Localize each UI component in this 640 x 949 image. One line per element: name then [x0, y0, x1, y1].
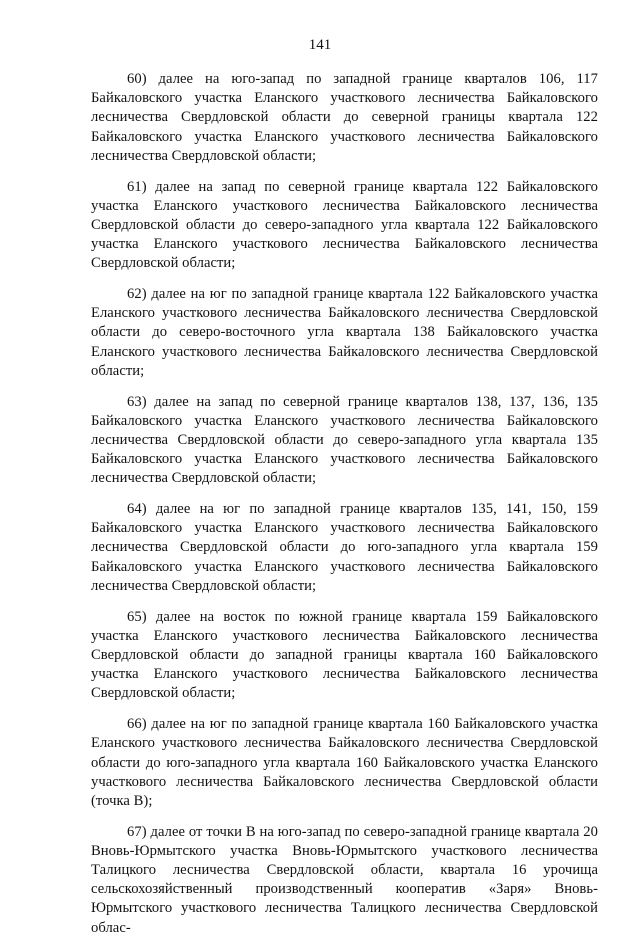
paragraph-66: 66) далее на юг по западной границе квартала 160 Байкаловского участка Еланского участкового лесничества Байкаловского лесничества Свердловской области до юго-западного угла квартала 160 Байкаловского участка Еланского участкового лесничества Байкаловского лесничества Свердловской области (точка В); [91, 716, 598, 809]
paragraph-64: 64) далее на юг по западной границе кварталов 135, 141, 150, 159 Байкаловского участка Еланского участкового лесничества Байкаловского лесничества Свердловской области до юго-западного угла квартала 159 Байкаловского участка Еланского участкового лесничества Байкаловского лесничества Свердловской области; [91, 501, 598, 594]
paragraph-67: 67) далее от точки В на юго-запад по северо-западной границе квартала 20 Вновь-Юрмытского участка Вновь-Юрмытского участкового лесничества Талицкого лесничества Свердловской области, квартала 16 урочища сельскохозяйственный производственный кооператив «Заря» Вновь-Юрмытского участкового лесничества Талицкого лесничества Свердловской облас- [91, 823, 598, 936]
paragraph-62: 62) далее на юг по западной границе квартала 122 Байкаловского участка Еланского участкового лесничества Байкаловского лесничества Свердловской области до северо-восточного угла квартала 138 Байкаловского участка Еланского участкового лесничества Байкаловского лесничества Свердловской области; [91, 286, 598, 379]
document-body [91, 70, 598, 949]
page-number: 141 [308, 37, 332, 53]
paragraph-63: 63) далее на запад по северной границе кварталов 138, 137, 136, 135 Байкаловского участка Еланского участкового лесничества Байкаловского лесничества Свердловской области до северо-западного угла квартала 135 Байкаловского участка Еланского участкового лесничества Байкаловского лесничества Свердловской области; [91, 393, 598, 487]
paragraph-65: 65) далее на восток по южной границе квартала 159 Байкаловского участка Еланского участкового лесничества Байкаловского лесничества Свердловской области до западной границы квартала 160 Байкаловского участка Еланского участкового лесничества Байкаловского лесничества Свердловской области; [91, 608, 598, 702]
paragraph-61: 61) далее на запад по северной границе квартала 122 Байкаловского участка Еланского участкового лесничества Байкаловского лесничества Свердловской области до северо-западного угла квартала 122 Байкаловского участка Еланского участкового лесничества Байкаловского лесничества Свердловской области; [91, 178, 598, 272]
paragraph-60: 60) далее на юго-запад по западной границе кварталов 106, 117 Байкаловского участка Еланского участкового лесничества Байкаловского лесничества Свердловской области до северной границы квартала 122 Байкаловского участка Еланского участкового лесничества Байкаловского лесничества Свердловской области; [91, 71, 598, 164]
